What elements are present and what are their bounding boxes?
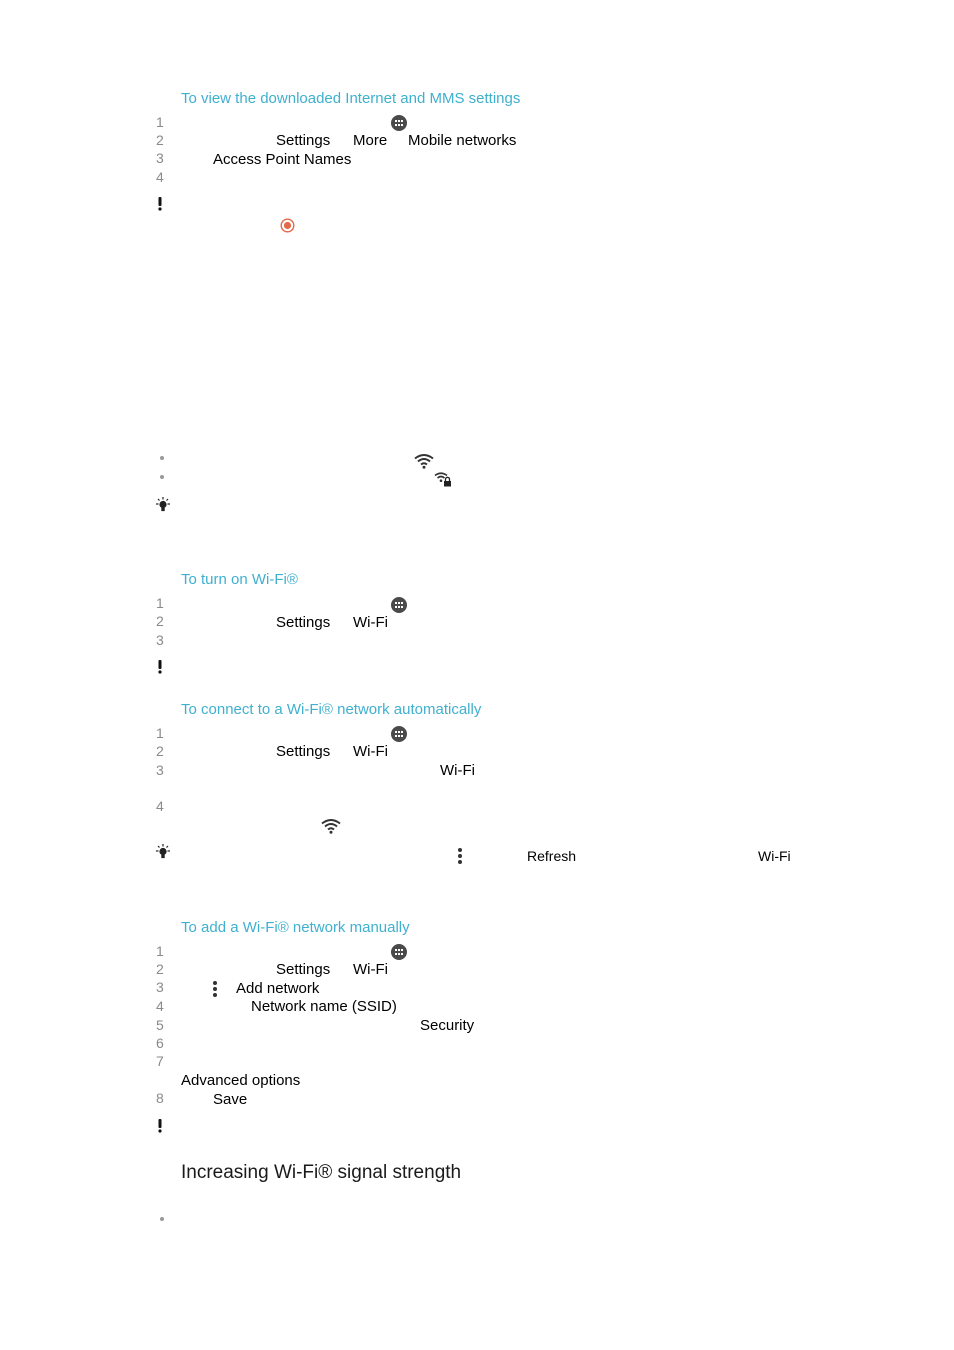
lightbulb-icon bbox=[155, 844, 171, 860]
section-title-add-manual: To add a Wi-Fi® network manually bbox=[181, 919, 410, 936]
step-number: 2 bbox=[156, 132, 164, 148]
settings-label: Settings bbox=[276, 743, 331, 760]
overflow-menu-icon bbox=[213, 981, 217, 997]
more-label: More bbox=[353, 132, 388, 149]
step-number: 2 bbox=[156, 961, 164, 977]
section-title-signal: Increasing Wi-Fi® signal strength bbox=[181, 1162, 462, 1183]
step-number: 3 bbox=[156, 979, 164, 995]
add-network-label: Add network bbox=[236, 980, 320, 997]
step-number: 2 bbox=[156, 743, 164, 759]
bullet bbox=[160, 1217, 164, 1221]
access-point-names-label: Access Point Names bbox=[213, 151, 352, 168]
mobile-networks-label: Mobile networks bbox=[408, 132, 517, 149]
wifi-secured-icon bbox=[434, 472, 452, 487]
bullet bbox=[160, 475, 164, 479]
lightbulb-icon bbox=[155, 497, 171, 513]
step-number: 2 bbox=[156, 613, 164, 629]
wifi-label: Wi-Fi bbox=[353, 961, 388, 978]
wifi-label: Wi-Fi bbox=[353, 743, 388, 760]
settings-label: Settings bbox=[276, 132, 331, 149]
bullet bbox=[160, 456, 164, 460]
wifi-label: Wi-Fi bbox=[758, 848, 791, 864]
apps-grid-icon bbox=[391, 944, 407, 960]
step-number: 3 bbox=[156, 762, 164, 778]
exclamation-icon bbox=[157, 197, 163, 211]
apps-grid-icon bbox=[391, 726, 407, 742]
apps-grid-icon bbox=[391, 597, 407, 613]
ssid-label: Network name (SSID) bbox=[251, 998, 397, 1015]
step-number: 1 bbox=[156, 114, 164, 130]
wifi-label: Wi-Fi bbox=[440, 762, 475, 779]
step-number: 7 bbox=[156, 1053, 164, 1069]
step-number: 3 bbox=[156, 632, 164, 648]
step-number: 1 bbox=[156, 595, 164, 611]
step-number: 5 bbox=[156, 1017, 164, 1033]
wifi-signal-icon bbox=[321, 819, 341, 834]
section-title-internet-mms: To view the downloaded Internet and MMS settings bbox=[181, 90, 521, 107]
security-label: Security bbox=[420, 1017, 475, 1034]
wifi-signal-icon bbox=[414, 454, 434, 469]
exclamation-icon bbox=[157, 660, 163, 674]
section-title-connect-auto: To connect to a Wi-Fi® network automatically bbox=[181, 701, 482, 718]
step-number: 3 bbox=[156, 150, 164, 166]
exclamation-icon bbox=[157, 1119, 163, 1133]
settings-label: Settings bbox=[276, 614, 331, 631]
wifi-label: Wi-Fi bbox=[353, 614, 388, 631]
save-label: Save bbox=[213, 1091, 248, 1108]
step-number: 4 bbox=[156, 998, 164, 1014]
step-number: 4 bbox=[156, 798, 164, 814]
refresh-label: Refresh bbox=[527, 848, 577, 864]
step-number: 8 bbox=[156, 1090, 164, 1106]
section-title-turn-on-wifi: To turn on Wi-Fi® bbox=[181, 571, 298, 588]
step-number: 1 bbox=[156, 725, 164, 741]
step-number: 6 bbox=[156, 1035, 164, 1051]
settings-label: Settings bbox=[276, 961, 331, 978]
record-icon bbox=[280, 218, 295, 233]
overflow-menu-icon bbox=[458, 848, 462, 864]
advanced-options-label: Advanced options bbox=[181, 1072, 301, 1089]
step-number: 4 bbox=[156, 169, 164, 185]
apps-grid-icon bbox=[391, 115, 407, 131]
step-number: 1 bbox=[156, 943, 164, 959]
